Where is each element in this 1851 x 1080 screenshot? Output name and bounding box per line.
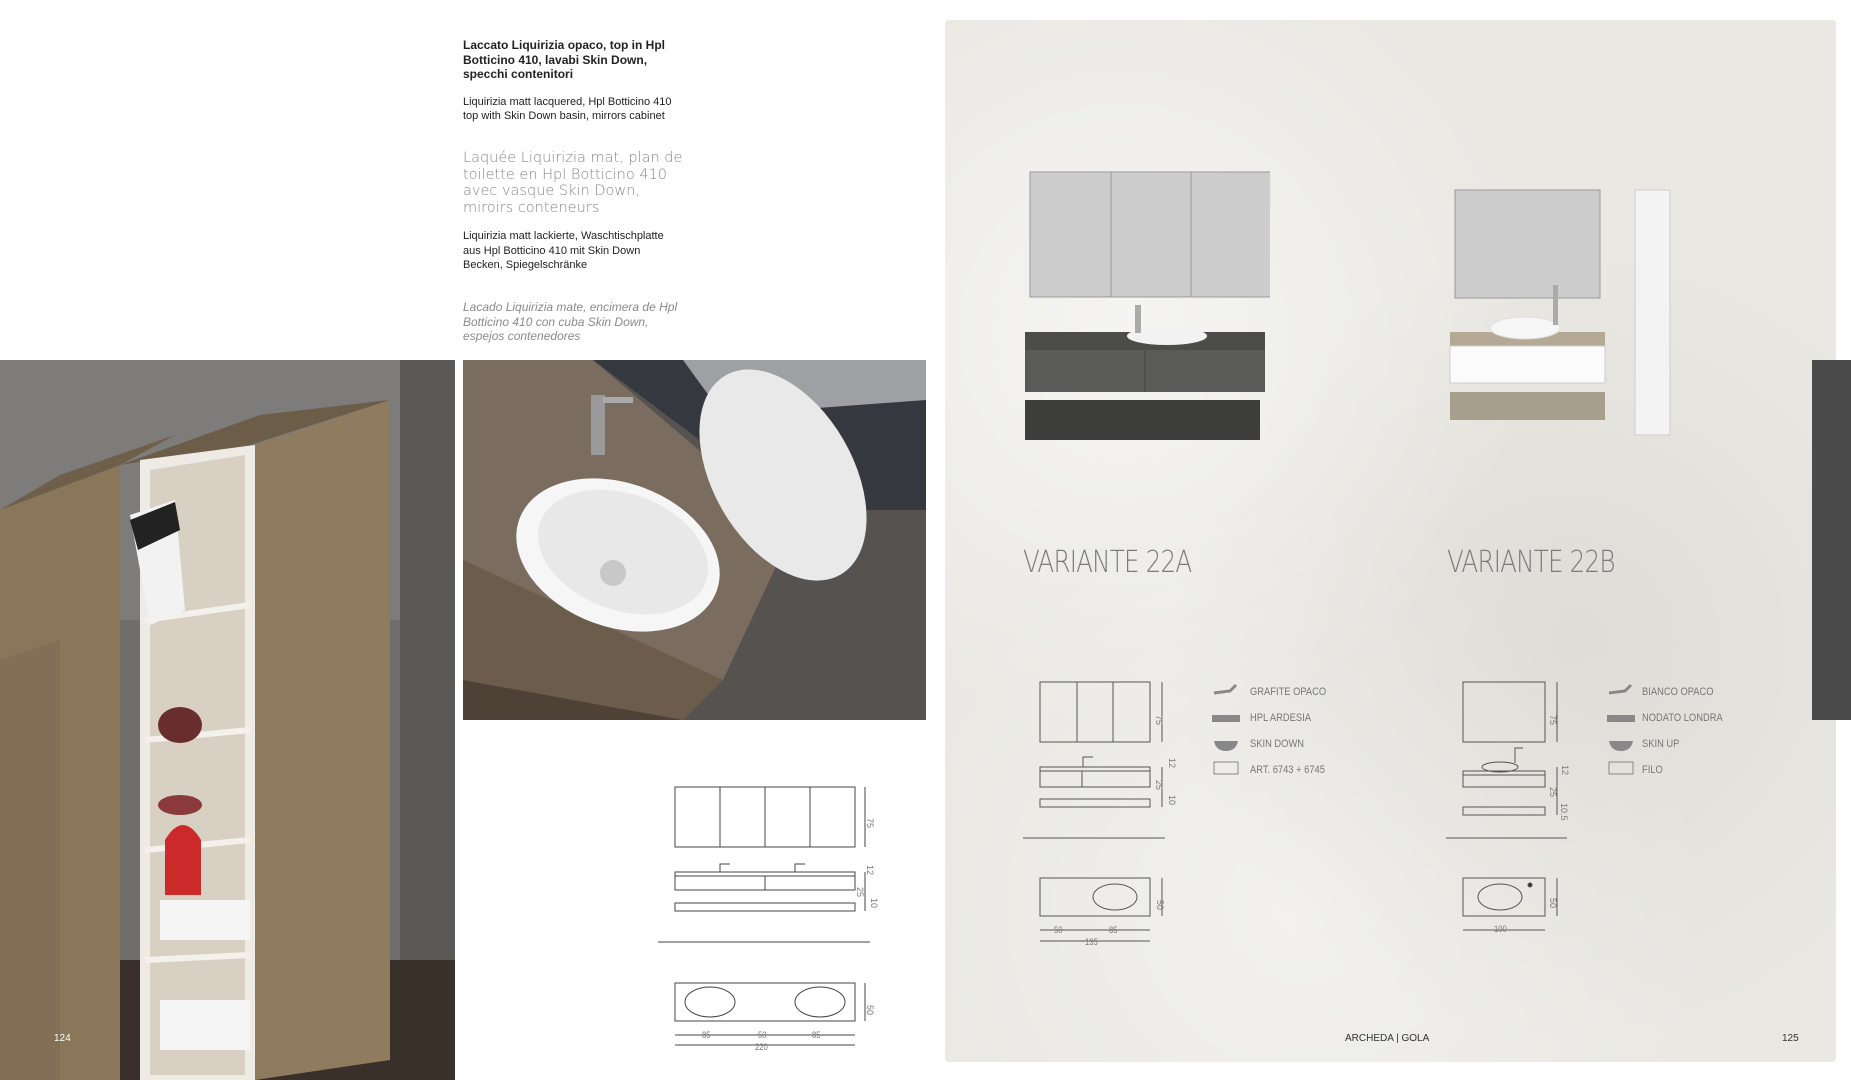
caption-english: Liquirizia matt lacquered, Hpl Botticino 410 top with Skin Down basin, mirrors cabinet xyxy=(463,96,672,122)
variant-a-dim-w1: 50 xyxy=(1054,925,1063,935)
basin-photo xyxy=(463,360,926,720)
variant-b-legend-icons xyxy=(1605,683,1637,783)
left-dim-h2: 12 xyxy=(865,865,875,876)
caption-german: Liquirizia matt lackierte, Waschtischplatte aus Hpl Botticino 410 mit Skin Down Becken, Spiegelschränke xyxy=(463,230,664,271)
brush-icon xyxy=(1609,685,1631,693)
variant-b-dim-total: 100 xyxy=(1494,924,1507,934)
left-dim-h1: 75 xyxy=(865,818,875,829)
left-dim-w2: 50 xyxy=(758,1030,767,1040)
left-dim-depth: 50 xyxy=(865,1005,875,1016)
basin-icon xyxy=(1214,741,1238,751)
left-technical-drawing xyxy=(655,780,900,1060)
left-dim-h4: 10 xyxy=(869,898,879,909)
variant-a-dim-w2: 85 xyxy=(1109,925,1118,935)
variant-a-render xyxy=(1020,160,1270,450)
variant-b-legend-2: NODATO LONDRA xyxy=(1642,712,1723,724)
mirror-icon xyxy=(1214,762,1238,774)
left-dim-h3: 25 xyxy=(855,887,865,898)
variant-b-dim-h4: 10.5 xyxy=(1559,803,1569,821)
variant-b-dim-h1: 75 xyxy=(1548,715,1558,726)
mirror-icon xyxy=(1609,762,1633,774)
section-tab-marker xyxy=(1812,360,1851,720)
variant-b-legend-4: FILO xyxy=(1642,764,1663,776)
variant-b-dim-depth: 50 xyxy=(1548,898,1558,909)
footer-brand: ARCHEDA | GOLA xyxy=(1345,1033,1430,1044)
left-dim-w3: 85 xyxy=(812,1030,821,1040)
caption-french: Laquée Liquirizia mat, plan de toilette en Hpl Botticino 410 avec vasque Skin Down, miroirs conteneurs xyxy=(463,150,683,216)
variant-a-legend-4: ART. 6743 + 6745 xyxy=(1250,764,1325,776)
left-dim-w1: 85 xyxy=(702,1030,711,1040)
slab-icon xyxy=(1212,715,1240,722)
variant-b-legend-3: SKIN UP xyxy=(1642,738,1680,750)
left-dim-total: 220 xyxy=(755,1042,768,1052)
variant-b-legend-1: BIANCO OPACO xyxy=(1642,686,1714,698)
variant-a-title: VARIANTE 22A xyxy=(1023,545,1192,580)
variant-a-legend-icons xyxy=(1210,683,1242,783)
caption-italian: Laccato Liquirizia opaco, top in Hpl Botticino 410, lavabi Skin Down, specchi contenitori xyxy=(463,38,666,81)
variant-a-dim-h2: 12 xyxy=(1167,758,1177,769)
caption-spanish: Lacado Liquirizia mate, encimera de Hpl Botticino 410 con cuba Skin Down, espejos contenedores xyxy=(463,300,678,343)
page-number-right: 125 xyxy=(1782,1033,1799,1044)
brush-icon xyxy=(1214,685,1236,693)
variant-a-legend-3: SKIN DOWN xyxy=(1250,738,1305,750)
variant-a-dim-h1: 75 xyxy=(1154,715,1164,726)
slab-icon xyxy=(1607,715,1635,722)
variant-b-dim-h2: 12 xyxy=(1560,765,1570,776)
variant-a-dim-total: 135 xyxy=(1085,937,1098,947)
page-number-left: 124 xyxy=(54,1033,71,1044)
variant-a-dim-h3: 25 xyxy=(1154,780,1164,791)
basin-icon xyxy=(1609,741,1633,751)
variant-a-dim-depth: 50 xyxy=(1155,900,1165,911)
column-cabinet-photo xyxy=(0,360,455,1080)
variant-a-dim-h4: 10 xyxy=(1167,795,1177,806)
variant-a-legend-1: GRAFITE OPACO xyxy=(1250,686,1327,698)
variant-b-dim-h3: 25 xyxy=(1548,787,1558,798)
variant-b-title: VARIANTE 22B xyxy=(1447,545,1615,580)
variant-b-render xyxy=(1445,185,1685,450)
variant-a-legend-2: HPL ARDESIA xyxy=(1250,712,1311,724)
